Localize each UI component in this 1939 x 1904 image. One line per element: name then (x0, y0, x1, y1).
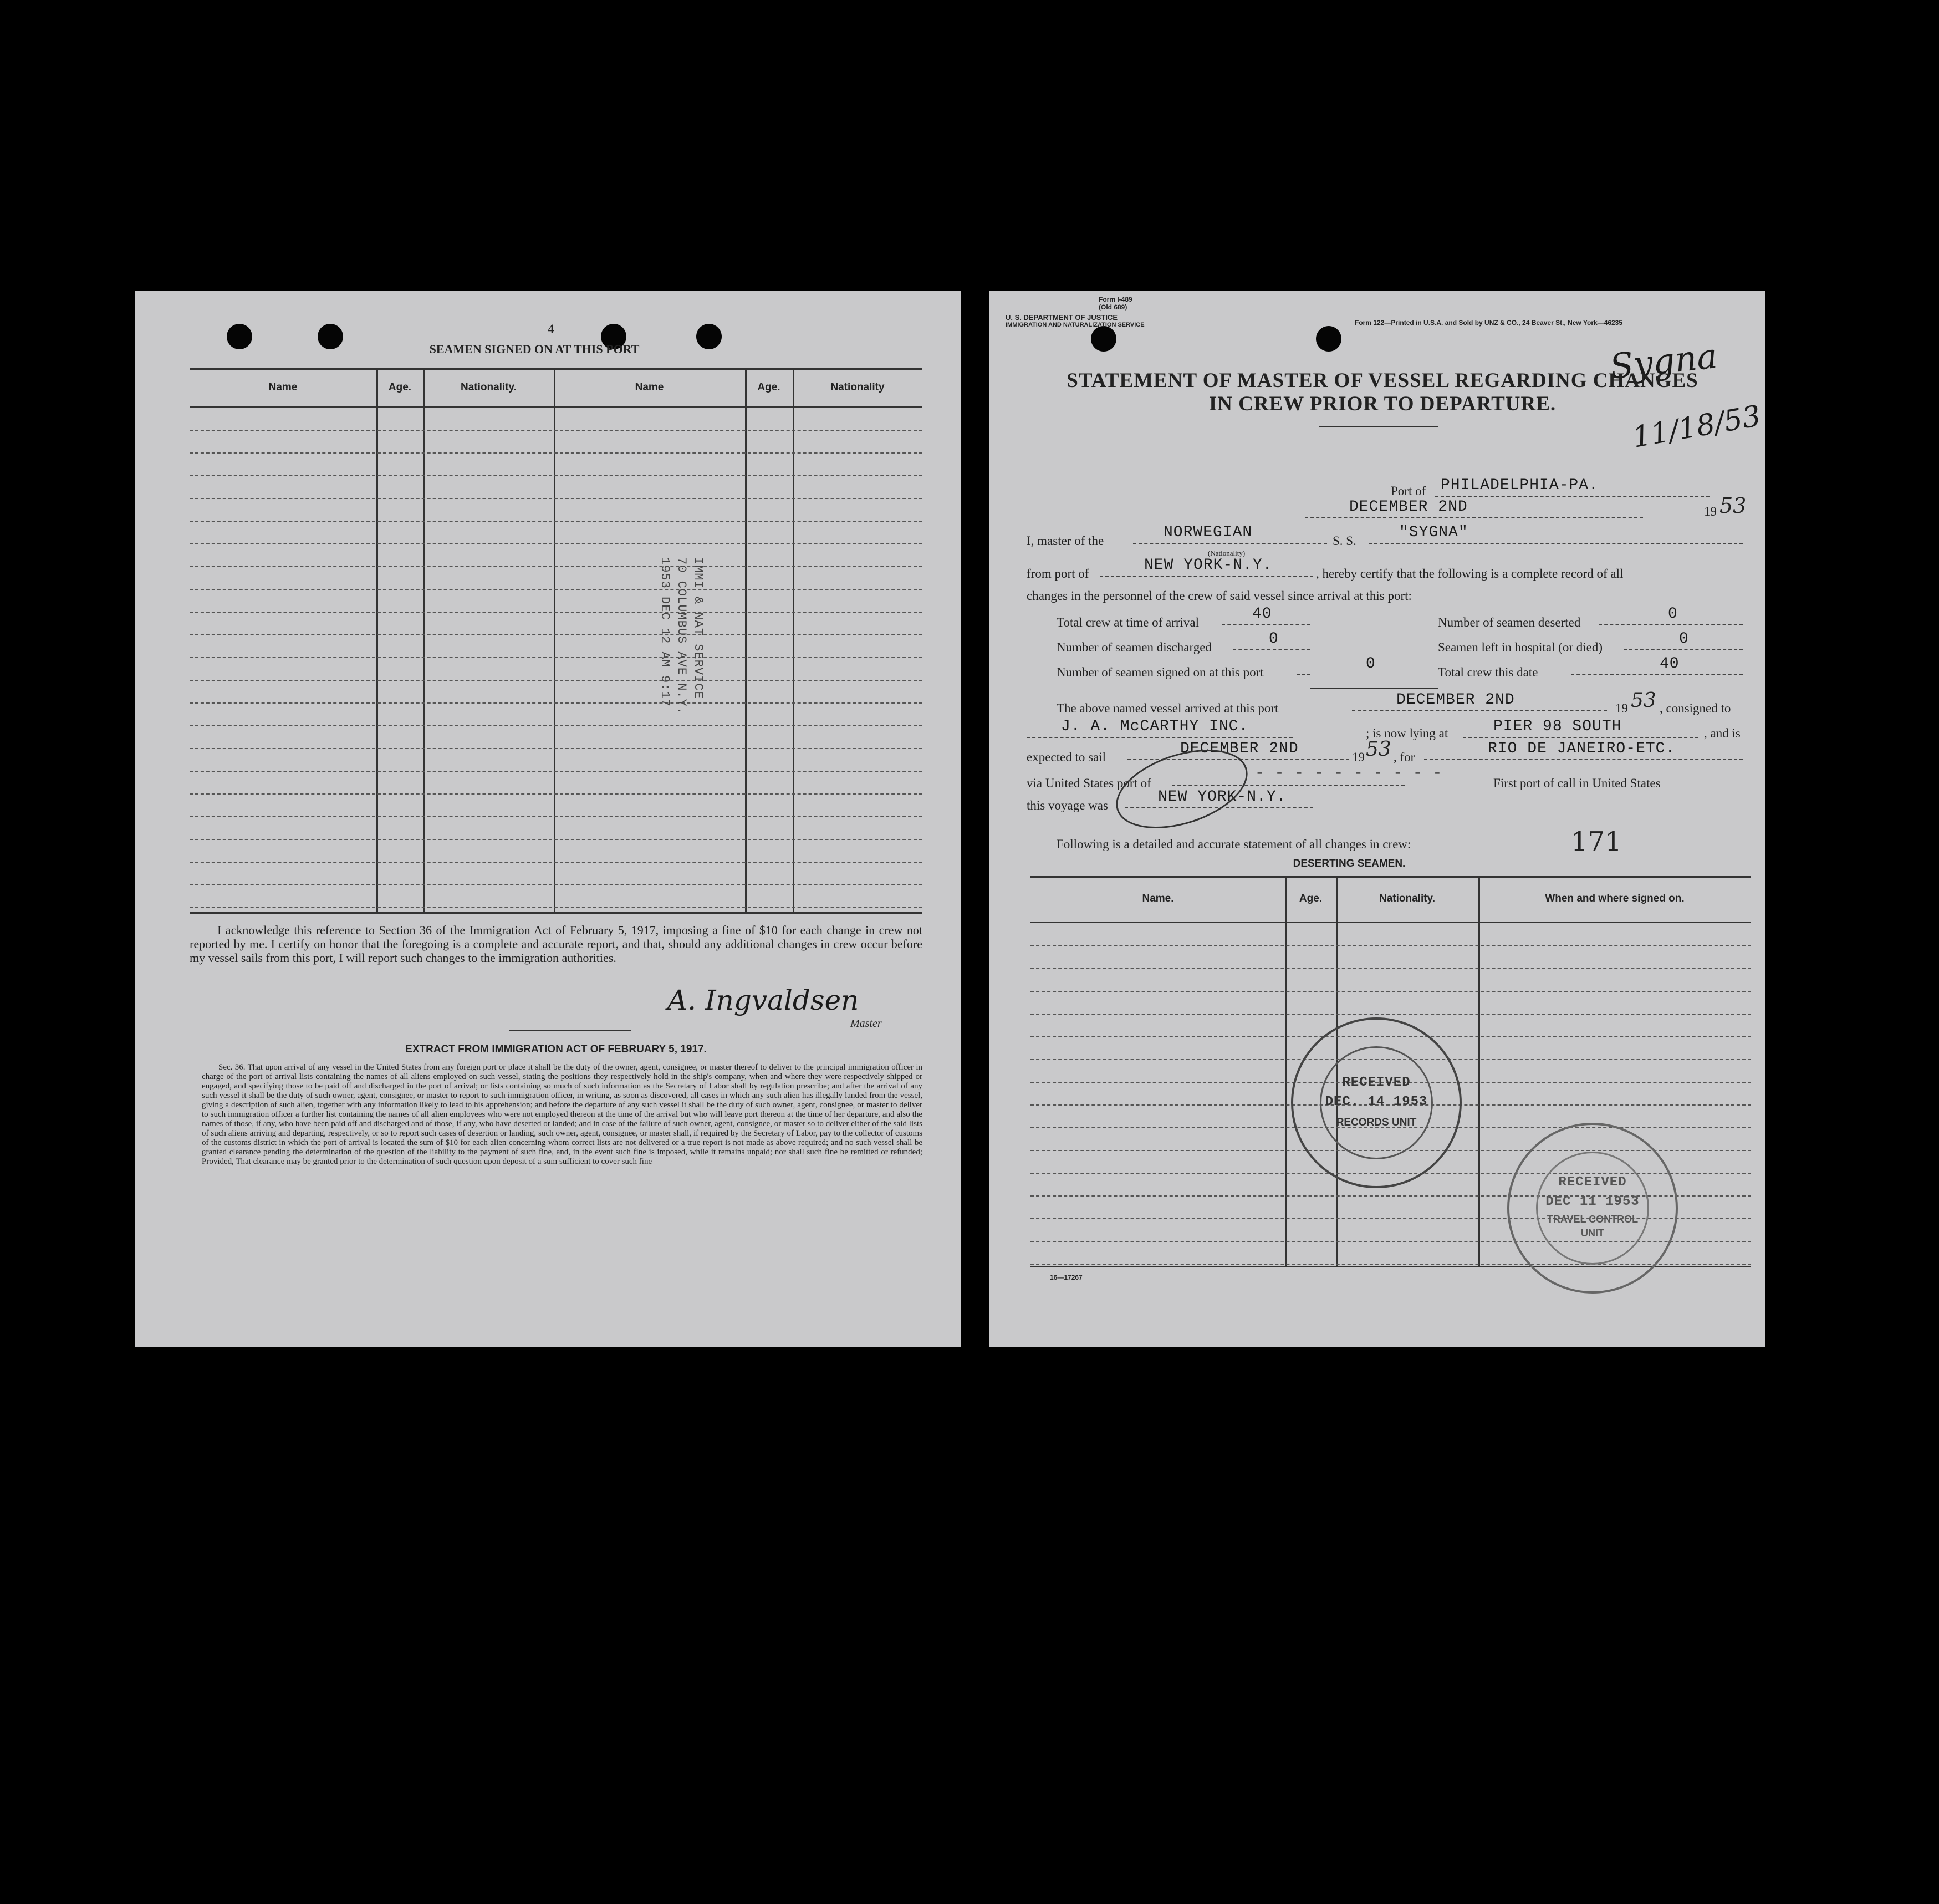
date-value: DECEMBER 2ND (1349, 498, 1468, 516)
discharged-value: 0 (1269, 630, 1279, 648)
column-header-age: Age. (1299, 893, 1323, 904)
table-row-line (190, 543, 922, 544)
form-number: Form I-489 (1099, 296, 1132, 303)
stamp-line: DEC 11 1953 (1545, 1194, 1640, 1209)
ship-value: "SYGNA" (1399, 524, 1468, 541)
table-bottom-rule (190, 912, 922, 914)
expected-year-value: 53 (1366, 738, 1391, 761)
from-port-value: NEW YORK-N.Y. (1144, 557, 1273, 574)
table-row-line (190, 907, 922, 908)
table-top-rule (190, 368, 922, 370)
fill-line (1571, 660, 1743, 675)
section-title: SEAMEN SIGNED ON AT THIS PORT (429, 342, 640, 356)
hospital-value: 0 (1679, 630, 1689, 648)
nationality-caption: (Nationality) (1208, 549, 1246, 557)
stamp-line: 70 COLUMBUS AVE N.Y. (675, 557, 688, 715)
punch-hole (318, 324, 343, 349)
for-label: , for (1394, 750, 1415, 764)
handwritten-ship-name: Sygna (1608, 335, 1719, 387)
receipt-stamp (656, 557, 706, 757)
acknowledgement-text: I acknowledge this reference to Section 36 of the Immigration Act of February 5, 1917, imposing a fine of $10 for each change in crew not reported by me. I certify on honor that the foregoing is a complete and accurate report, and that, should any additional changes in crew occur before my vessel sails from this port, I will report such changes to the immigration authorities. (190, 923, 922, 965)
table-row-line (190, 771, 922, 772)
column-header-age: Age. (388, 381, 412, 393)
stamp-line: IMMI & NAT SERVICE (691, 557, 705, 699)
column-divider (554, 368, 555, 914)
expected-label: expected to sail (1027, 750, 1106, 764)
deserted-label: Number of seamen deserted (1438, 615, 1581, 629)
column-header-nationality: Nationality. (1379, 893, 1435, 904)
master-of-label: I, master of the (1027, 534, 1104, 548)
total-crew-date-label: Total crew this date (1438, 665, 1538, 679)
left-page (135, 291, 961, 1347)
port-value: PHILADELPHIA-PA. (1441, 477, 1599, 494)
table-row-line (190, 498, 922, 499)
signature-line (509, 1030, 631, 1031)
rule (1310, 688, 1438, 689)
form-old-number: (Old 689) (1099, 303, 1127, 311)
table-row-line (190, 748, 922, 749)
column-header-nationality: Nationality. (461, 381, 517, 393)
column-header-name: Name (635, 381, 664, 393)
deserted-value: 0 (1668, 605, 1678, 623)
column-divider (1285, 876, 1287, 1267)
stamp-line: UNIT (1581, 1228, 1604, 1239)
via-label: via United States port of (1027, 776, 1151, 790)
total-crew-arrival-value: 40 (1252, 605, 1272, 623)
total-crew-date-value: 40 (1660, 655, 1680, 673)
voyage-label: this voyage was (1027, 798, 1108, 812)
port-label: Port of (1391, 484, 1426, 498)
column-header-age: Age. (757, 381, 780, 393)
arrived-year-value: 53 (1631, 689, 1656, 712)
received-stamp-travel-control (1507, 1123, 1678, 1294)
signed-on-label: Number of seamen signed on at this port (1057, 665, 1264, 679)
master-label: Master (850, 1017, 882, 1030)
punch-hole (1091, 326, 1116, 352)
column-header-when-where: When and where signed on. (1545, 893, 1685, 904)
table-row-line (190, 702, 922, 704)
stamp-line: RECEIVED (1558, 1175, 1627, 1190)
table-row-line (190, 589, 922, 590)
year-prefix: 19 (1704, 505, 1717, 518)
handwritten-date: 11/18/53 (1630, 399, 1763, 455)
table-row-line (190, 839, 922, 840)
handwritten-number: 171 (1571, 826, 1622, 857)
column-divider (423, 368, 425, 914)
table-row-line (190, 725, 922, 726)
expected-value: DECEMBER 2ND (1180, 740, 1299, 757)
service-line: IMMIGRATION AND NATURALIZATION SERVICE (1006, 322, 1145, 328)
table-header-rule (190, 406, 922, 408)
table-row-line (1030, 968, 1751, 969)
column-header-nationality: Nationality (830, 381, 885, 393)
table-row-line (190, 634, 922, 635)
title-underline (1319, 426, 1438, 427)
column-header-name: Name. (1142, 893, 1174, 904)
table-row-line (1030, 991, 1751, 992)
table-row-line (190, 430, 922, 431)
certify-text: , hereby certify that the following is a complete record of all (1316, 567, 1624, 581)
signed-on-value: 0 (1366, 655, 1376, 673)
form-title-line-2: IN CREW PRIOR TO DEPARTURE. (1208, 393, 1557, 415)
table-row-line (190, 793, 922, 795)
extract-title: EXTRACT FROM IMMIGRATION ACT OF FEBRUARY 5, 1917. (405, 1043, 707, 1055)
voyage-value: NEW YORK-N.Y. (1158, 788, 1287, 806)
arrived-year-prefix: 19 (1615, 701, 1628, 715)
stamp-line: RECORDS UNIT (1336, 1117, 1417, 1128)
table-row-line (1030, 1014, 1751, 1015)
first-port-label: First port of call in United States (1493, 776, 1661, 790)
table-row-line (190, 566, 922, 567)
right-page (989, 291, 1765, 1347)
destination-value: RIO DE JANEIRO-ETC. (1488, 740, 1676, 757)
table-row-line (190, 862, 922, 863)
consigned-label: , consigned to (1660, 701, 1731, 715)
printer-line: Form 122—Printed in U.S.A. and Sold by UNZ & CO., 24 Beaver St., New York—46235 (1355, 319, 1623, 327)
hospital-label: Seamen left in hospital (or died) (1438, 640, 1603, 654)
column-divider (793, 368, 794, 914)
certify-text-2: changes in the personnel of the crew of said vessel since arrival at this port: (1027, 589, 1412, 603)
table-row-line (190, 680, 922, 681)
arrived-label: The above named vessel arrived at this port (1057, 701, 1279, 715)
and-is-label: , and is (1704, 726, 1741, 740)
table-row-line (1030, 945, 1751, 946)
column-divider (745, 368, 747, 914)
table-row-line (190, 657, 922, 658)
form-title-line-1: STATEMENT OF MASTER OF VESSEL REGARDING CHANGES (1067, 369, 1698, 392)
department-line: U. S. DEPARTMENT OF JUSTICE (1006, 313, 1118, 322)
arrived-value: DECEMBER 2ND (1396, 691, 1515, 709)
stamp-line: TRAVEL CONTROL (1547, 1214, 1639, 1225)
table-row-line (190, 884, 922, 885)
table-row-line (190, 521, 922, 522)
table-row-line (190, 612, 922, 613)
table-header-rule (1030, 922, 1751, 923)
stamp-line: 1953 DEC 12 AM 9:17 (658, 557, 672, 707)
expected-year-prefix: 19 (1352, 750, 1365, 764)
lying-value: PIER 98 SOUTH (1493, 718, 1622, 735)
table-top-rule (1030, 876, 1751, 878)
stamp-line: DEC. 14 1953 (1325, 1094, 1428, 1109)
table-row-line (190, 816, 922, 817)
year-value: 53 (1719, 493, 1747, 518)
discharged-label: Number of seamen discharged (1057, 640, 1212, 654)
ss-label: S. S. (1333, 534, 1356, 548)
consignee-value: J. A. McCARTHY INC. (1061, 718, 1249, 735)
extract-text: Sec. 36. That upon arrival of any vessel in the United States from any foreign port or place it shall be the duty of the owner, agent, consignee, or master thereof to deliver to the principal immigration officer in charge of the port of arrival lists containing the names of all aliens employed on such vessel, stating the positions they respectively hold in the ship's company, when and where they were respectively shipped or engaged, and specifying those to be paid off and discharged in the port of arrival; or lists containing so much of such information as the Secretary of Labor shall by regulation prescribe; and after the arrival of any such vessel it shall be the duty of such owner, agent, consignee, or master to report to such immigration officer, in writing, as soon as discovered, all cases in which any such alien has illegally landed from the vessel, giving a description of such alien, together with any information likely to lead to his apprehension; and before the departure of any such vessel it shall be the duty of such owner, agent, consignee, or master to deliver to such immigration officer a further list containing the names of all alien employees who were not employed thereon at the time of the arrival but who will leave port thereon at the time of her departure, and also the names of those, if any, who have been paid off and discharged and of those, if any, who have deserted or landed; and in case of the failure of such owner, agent, consignee, or master so to deliver either of the said lists of such aliens arriving and departing, respectively, or so to report such cases of desertion or landing, such owner, agent, consignee, or master shall, if required by the Secretary of Labor, pay to the collector of customs of the customs district in which the port of arrival is located the sum of $10 for each alien concerning whom correct lists are not delivered or a true report is not made as above required; and no such vessel shall be granted clearance pending the determination of the question of the liability to the payment of such fine, and, in the event such fine is imposed, while it remains unpaid; nor shall such fine be remitted or refunded; Provided, That clearance may be granted prior to the determination of such question upon deposit of a sum sufficient to cover such fine (202, 1063, 922, 1166)
table-row-line (190, 475, 922, 476)
deserting-title: DESERTING SEAMEN. (1293, 858, 1406, 869)
punch-hole (1316, 326, 1341, 352)
stamp-line: RECEIVED (1342, 1075, 1411, 1090)
table-row-line (190, 452, 922, 454)
footer-code: 16—17267 (1050, 1274, 1083, 1281)
nationality-value: NORWEGIAN (1164, 524, 1253, 541)
column-header-name: Name (268, 381, 298, 393)
master-signature: A. Ingvaldsen (667, 984, 859, 1016)
fill-line (1297, 660, 1310, 675)
following-label: Following is a detailed and accurate statement of all changes in crew: (1057, 837, 1411, 851)
column-divider (376, 368, 378, 914)
page-number: 4 (548, 322, 554, 335)
from-port-label: from port of (1027, 567, 1089, 581)
total-crew-arrival-label: Total crew at time of arrival (1057, 615, 1200, 629)
received-stamp-records (1291, 1017, 1462, 1188)
punch-hole (227, 324, 252, 349)
column-divider (1478, 876, 1480, 1267)
lying-label: ; is now lying at (1366, 726, 1448, 740)
via-value: - - - - - - - - - - (1255, 765, 1443, 782)
